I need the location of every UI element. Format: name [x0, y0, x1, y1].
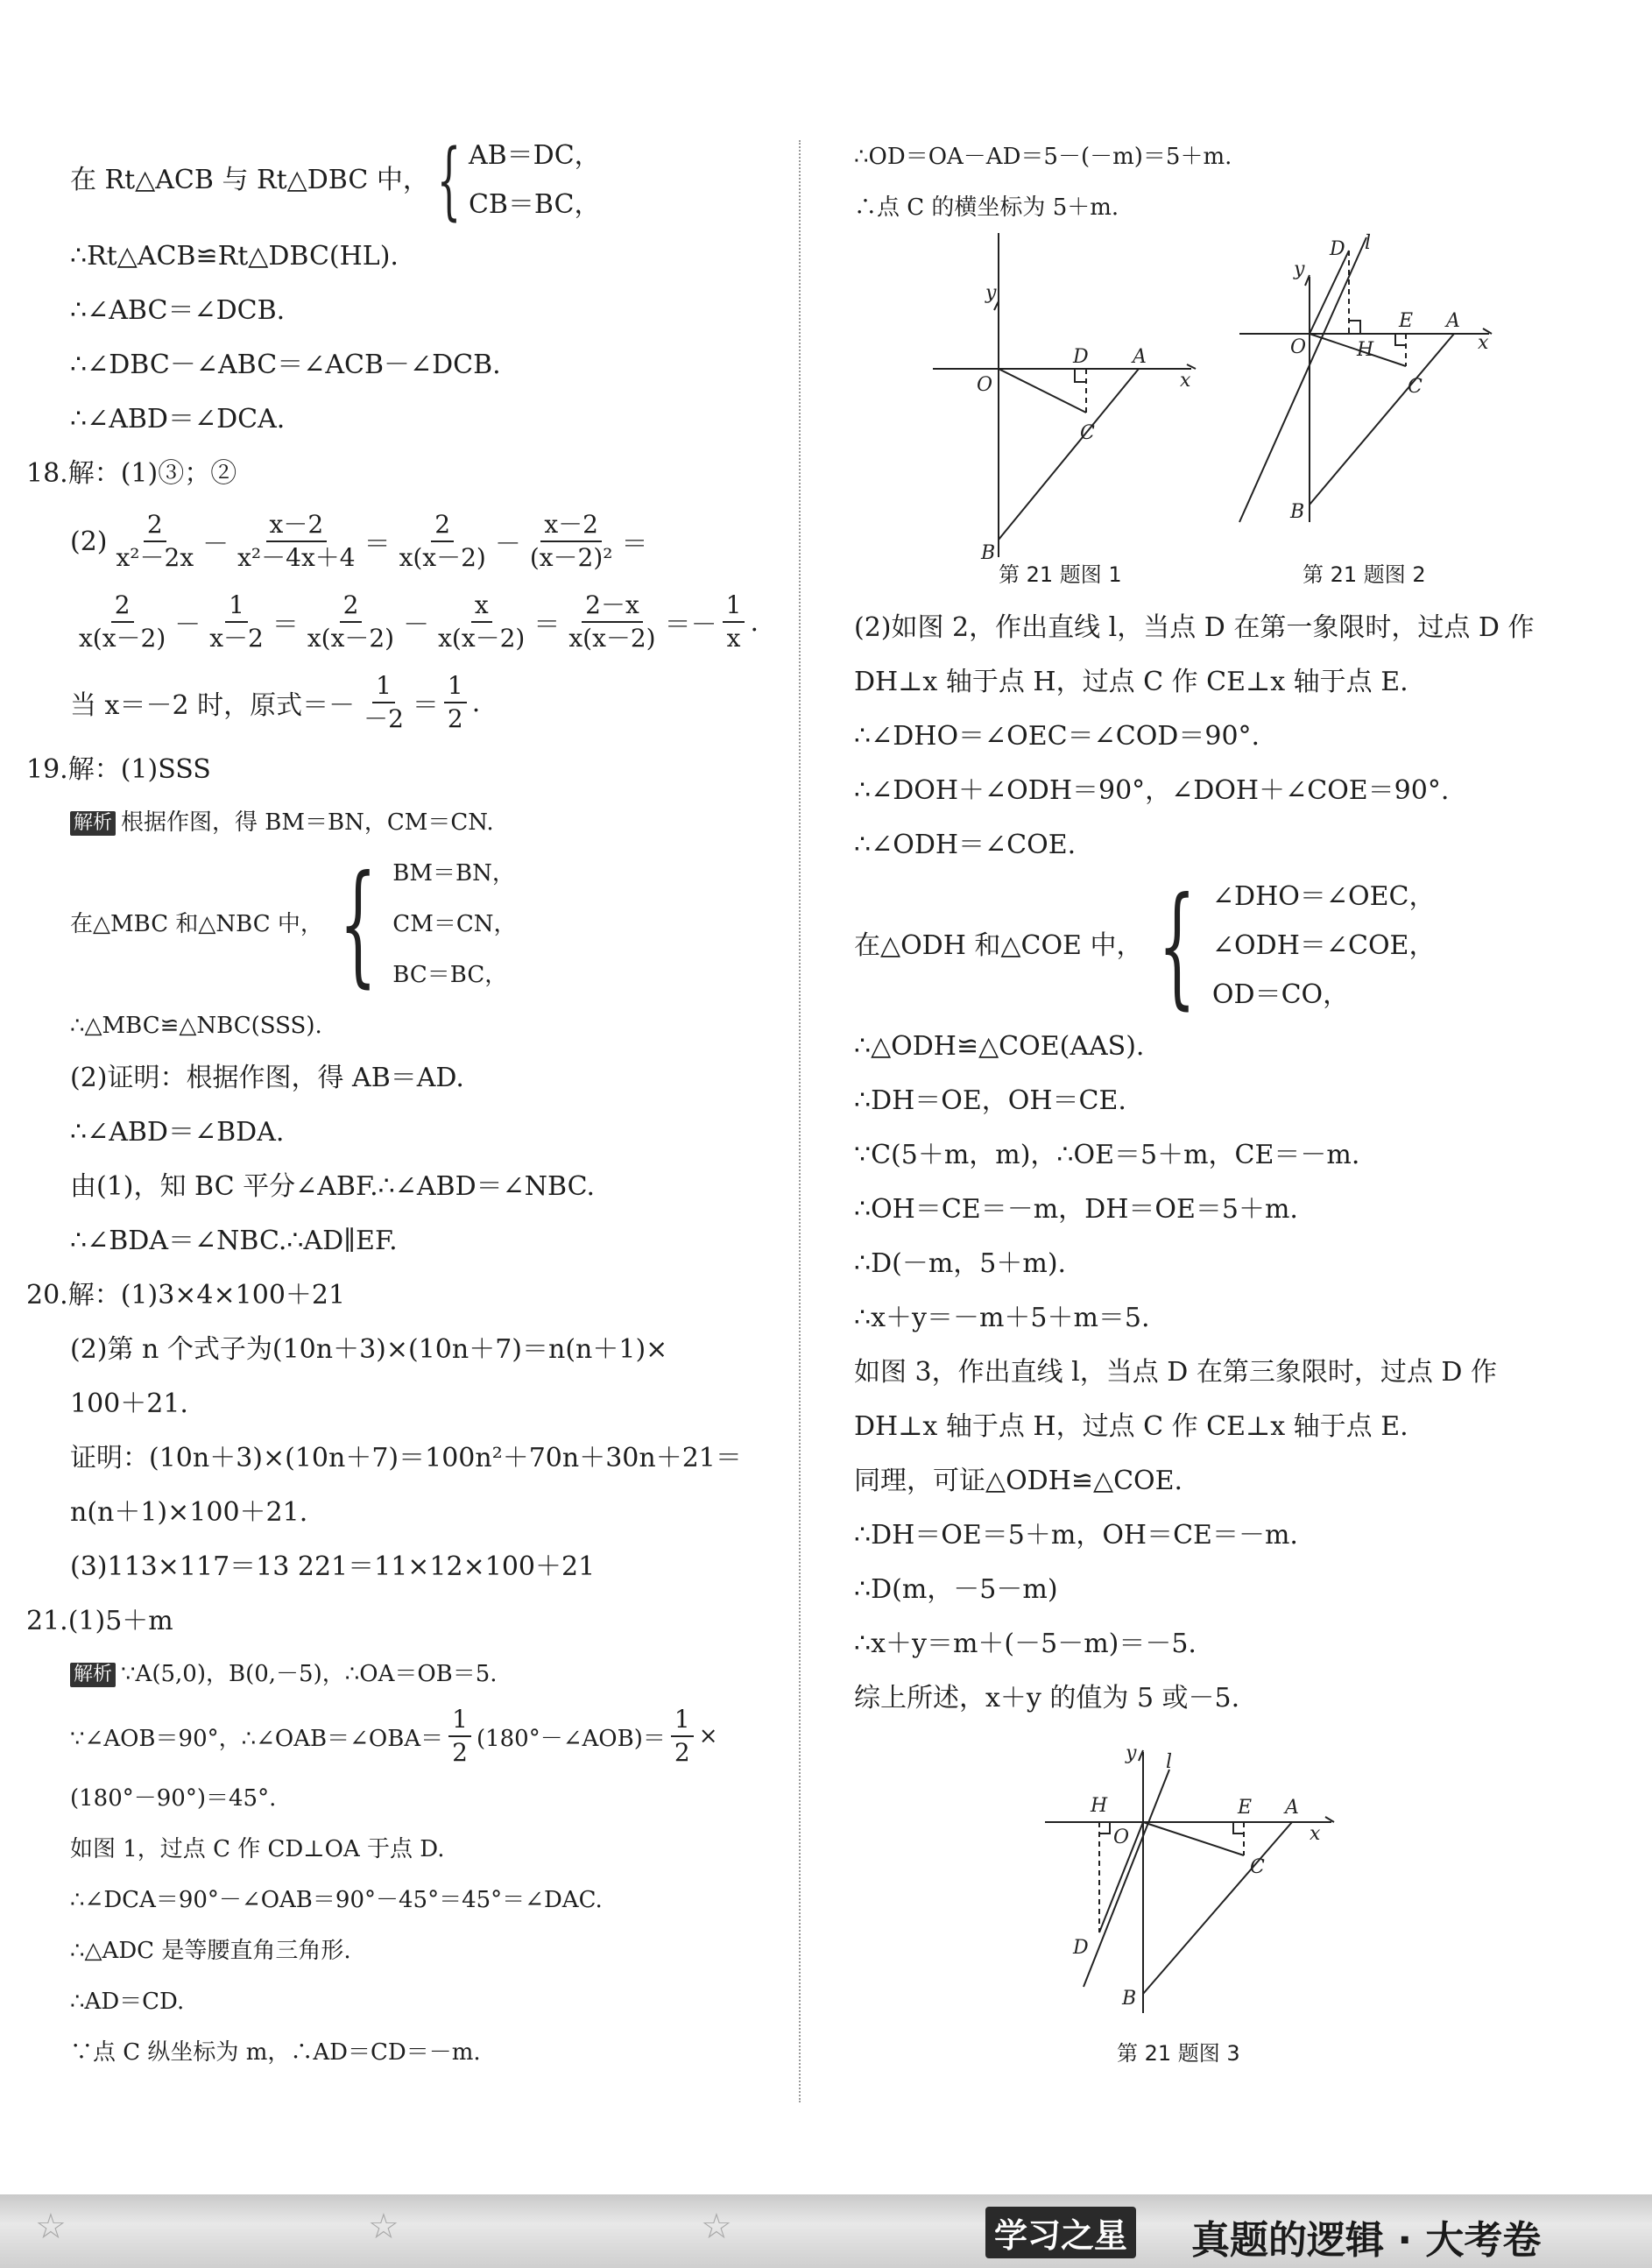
- fraction: [671, 1704, 694, 1769]
- fraction: [434, 590, 528, 654]
- text-line: 100＋21.: [70, 1388, 188, 1419]
- figure-3-labels: [1072, 1742, 1321, 2010]
- figure-1: [933, 233, 1196, 557]
- text-line: ∴△ADC 是等腰直角三角形.: [70, 1938, 351, 1964]
- text-line: ∴∠DBC－∠ABC＝∠ACB－∠DCB.: [70, 350, 501, 380]
- math-text: ×: [698, 1723, 718, 1749]
- left-column: [26, 131, 788, 2078]
- text-line: ∴∠DOH＋∠ODH＝90°，∠DOH＋∠COE＝90°.: [854, 775, 1450, 806]
- numerator: 1: [225, 590, 248, 623]
- equation-row: [26, 501, 788, 582]
- fraction: [396, 509, 490, 574]
- math-text: ＝－: [664, 610, 717, 640]
- analysis-tag: 解析: [70, 1663, 116, 1687]
- text-line: ∴Rt△ACB≌Rt△DBC(HL).: [70, 241, 399, 272]
- equation-row: [26, 582, 788, 662]
- label-A: A: [1446, 310, 1460, 332]
- label-O: O: [1290, 336, 1307, 358]
- denominator: －2: [364, 704, 404, 733]
- figure-3-svg: [854, 1733, 1625, 2031]
- system-equations-21: [854, 870, 1625, 1022]
- numerator: 1: [444, 670, 467, 703]
- denominator: 2: [452, 1738, 468, 1767]
- text-line: ∴点 C 的横坐标为 5＋m.: [854, 194, 1119, 221]
- label-E: E: [1238, 1797, 1253, 1819]
- numerator: 2: [144, 509, 166, 542]
- label-C: C: [1080, 422, 1095, 444]
- math-text: －: [494, 529, 521, 560]
- question-21-heading: 21.(1)5＋m: [26, 1606, 173, 1636]
- text-line: (2)如图 2，作出直线 l，当点 D 在第一象限时，过点 D 作: [854, 612, 1535, 643]
- right-angle-mark: [1075, 369, 1086, 382]
- text-line: ∴D(m，－5－m): [854, 1574, 1058, 1605]
- figure-1-2-svg: [854, 233, 1625, 601]
- label-H: H: [1091, 1795, 1108, 1817]
- segment-AB: [1143, 1822, 1292, 1994]
- brand-logo: 学习之星: [985, 2207, 1136, 2258]
- denominator: x－2: [209, 624, 264, 653]
- brace: {: [436, 131, 462, 230]
- figure-3-caption: 第 21 题图 3: [1117, 2041, 1240, 2066]
- system-row: ∠ODH＝∠COE，: [1211, 930, 1436, 961]
- system-prefix: 在△MBC 和△NBC 中，: [70, 911, 323, 937]
- watermark-logo: ☆: [701, 2207, 734, 2247]
- watermark-logo: ☆: [368, 2207, 401, 2247]
- label-E: E: [1399, 310, 1414, 332]
- label-C: C: [1408, 376, 1423, 398]
- label-O: O: [977, 374, 993, 396]
- system-rows: [1212, 873, 1436, 1020]
- label-D: D: [1073, 346, 1089, 368]
- question-18-heading: 18.解：(1)③；②: [26, 458, 237, 489]
- numerator: x: [471, 590, 492, 623]
- text-line: ∴x＋y＝－m＋5＋m＝5.: [854, 1303, 1150, 1333]
- right-column: [854, 131, 1625, 2066]
- segment-OC: [1143, 1822, 1244, 1855]
- label-y: y: [1294, 258, 1305, 280]
- label-B: B: [1290, 501, 1305, 523]
- text-line: ∴D(－m，5＋m).: [854, 1248, 1067, 1279]
- fraction: [304, 590, 398, 654]
- text-line: ∴OD＝OA－AD＝5－(－m)＝5＋m.: [854, 144, 1232, 170]
- fraction: [234, 509, 358, 574]
- denominator: 2: [674, 1738, 690, 1767]
- fraction: [723, 590, 745, 654]
- numerator: 2: [111, 590, 134, 623]
- text-line: ∴△MBC≌△NBC(SSS).: [70, 1013, 322, 1039]
- right-angle-mark: [1099, 1822, 1110, 1833]
- text-line: 如图 1，过点 C 作 CD⊥OA 于点 D.: [70, 1836, 445, 1862]
- right-angle-mark: [1233, 1822, 1244, 1833]
- label-H: H: [1357, 339, 1374, 361]
- text-line: DH⊥x 轴于点 H，过点 C 作 CE⊥x 轴于点 E.: [854, 667, 1408, 697]
- brace: {: [339, 848, 378, 1000]
- text-line: ∵A(5,0)，B(0,－5)，∴OA＝OB＝5.: [121, 1661, 498, 1687]
- system-prefix: 在△ODH 和△COE 中，: [854, 930, 1143, 961]
- analysis-line: [26, 797, 788, 848]
- text-line: ∴AD＝CD.: [70, 1989, 185, 2015]
- math-text: ∵∠AOB＝90°，∴∠OAB＝∠OBA＝: [70, 1725, 444, 1752]
- system-row: BM＝BN，: [392, 860, 515, 887]
- segment-AB: [1310, 334, 1454, 505]
- analysis-tag: 解析: [70, 811, 116, 836]
- math-text: ＝: [621, 529, 648, 560]
- text-line: ∴∠DHO＝∠OEC＝∠COD＝90°.: [854, 721, 1260, 752]
- text-line: ∵点 C 纵坐标为 m，∴AD＝CD＝－m.: [70, 2039, 481, 2066]
- fraction: [113, 509, 198, 574]
- figure-1-caption: 第 21 题图 1: [999, 562, 1122, 587]
- text-line: ∴OH＝CE＝－m，DH＝OE＝5＋m.: [854, 1194, 1298, 1225]
- denominator: 2: [447, 704, 463, 733]
- system-prefix: 在 Rt△ACB 与 Rt△DBC 中，: [70, 165, 429, 195]
- system-equations-19: [70, 848, 788, 1000]
- fraction: [565, 590, 659, 654]
- figure-2-labels: [1289, 233, 1489, 523]
- question-19-heading: 19.解：(1)SSS: [26, 754, 211, 785]
- math-text: 当 x＝－2 时，原式＝－: [70, 690, 356, 721]
- system-row: CM＝CN，: [392, 911, 517, 937]
- denominator: x: [726, 624, 741, 653]
- system-row: BC＝BC，: [392, 962, 508, 988]
- label-A: A: [1133, 346, 1147, 368]
- numerator: 1: [723, 590, 745, 623]
- watermark-logo: ☆: [35, 2207, 68, 2247]
- denominator: x(x－2): [438, 624, 526, 653]
- text-line: ∴△ODH≌△COE(AAS).: [854, 1031, 1145, 1062]
- fraction: [360, 670, 407, 735]
- column-divider: [799, 140, 801, 2102]
- math-text: －: [174, 610, 201, 640]
- denominator: x(x－2): [79, 624, 166, 653]
- label-l: l: [1166, 1751, 1173, 1773]
- figure-3-lines: [1045, 1750, 1334, 2013]
- label-y: y: [985, 282, 997, 304]
- label-l: l: [1365, 233, 1372, 254]
- numerator: 2: [431, 509, 454, 542]
- math-text: ＝: [364, 529, 391, 560]
- text-line: ∴∠ABC＝∠DCB.: [70, 295, 286, 326]
- label-O: O: [1113, 1826, 1130, 1848]
- brand-title: 真题的逻辑 · 大考卷: [1191, 2218, 1542, 2263]
- numerator: x－2: [266, 509, 328, 542]
- denominator: x(x－2): [568, 624, 656, 653]
- denominator: (x－2)²: [529, 543, 613, 572]
- math-text: －: [202, 529, 229, 560]
- numerator: 1: [671, 1704, 694, 1737]
- fraction: [448, 1704, 471, 1769]
- text-line: n(n＋1)×100＋21.: [70, 1497, 308, 1528]
- text-line: ∴∠DCA＝90°－∠OAB＝90°－45°＝45°＝∠DAC.: [70, 1887, 603, 1913]
- text-line: (3)113×117＝13 221＝11×12×100＋21: [70, 1551, 596, 1582]
- question-20-heading: 20.解：(1)3×4×100＋21: [26, 1280, 346, 1311]
- label-B: B: [1122, 1988, 1137, 2010]
- label-D: D: [1330, 238, 1345, 260]
- label-C: C: [1250, 1856, 1265, 1878]
- text-line: 综上所述，x＋y 的值为 5 或－5.: [854, 1683, 1240, 1713]
- text-line: 根据作图，得 BM＝BN，CM＝CN.: [121, 809, 494, 836]
- math-text: ＝: [412, 690, 439, 721]
- text-line: 由(1)，知 BC 平分∠ABF.∴∠ABD＝∠NBC.: [70, 1171, 596, 1202]
- numerator: 2－x: [582, 590, 643, 623]
- text-line: 如图 3，作出直线 l，当点 D 在第三象限时，过点 D 作: [854, 1357, 1498, 1388]
- figure-2: [1239, 237, 1492, 522]
- text-line: 证明：(10n＋3)×(10n＋7)＝100n²＋70n＋30n＋21＝: [70, 1443, 742, 1473]
- label-y: y: [1126, 1742, 1137, 1764]
- text-line: DH⊥x 轴于点 H，过点 C 作 CE⊥x 轴于点 E.: [854, 1411, 1408, 1442]
- text-line: ∴x＋y＝m＋(－5－m)＝－5.: [854, 1629, 1197, 1659]
- math-text: (180°－∠AOB)＝: [476, 1725, 666, 1752]
- label-x: x: [1310, 1823, 1321, 1845]
- system-row: AB＝DC，: [468, 140, 601, 171]
- equation-row: [26, 1699, 788, 1773]
- math-text: (2): [70, 526, 108, 557]
- footer-banner: [0, 2194, 1652, 2268]
- text-line: ∴∠BDA＝∠NBC.∴AD∥EF.: [70, 1226, 398, 1256]
- fraction: [206, 590, 267, 654]
- analysis-line: [26, 1649, 788, 1699]
- fraction: [444, 670, 467, 735]
- text-line: ∴∠ODH＝∠COE.: [854, 830, 1077, 860]
- label-x: x: [1180, 370, 1191, 392]
- math-text: .: [750, 606, 759, 638]
- system-equations-17: [70, 131, 788, 230]
- label-A: A: [1285, 1797, 1299, 1819]
- text-line: ∴DH＝OE，OH＝CE.: [854, 1085, 1126, 1116]
- numerator: x－2: [540, 509, 602, 542]
- fraction: [526, 509, 617, 574]
- brace: {: [1158, 870, 1197, 1022]
- denominator: x²－2x: [116, 543, 194, 572]
- label-D: D: [1073, 1937, 1089, 1959]
- figure-2-caption: 第 21 题图 2: [1303, 562, 1426, 587]
- denominator: x²－4x＋4: [237, 543, 356, 572]
- text-line: (180°－90°)＝45°.: [70, 1785, 277, 1812]
- text-line: 同理，可证△ODH≌△COE.: [854, 1466, 1183, 1496]
- segment-OC: [999, 369, 1086, 413]
- system-row: CB＝BC，: [468, 189, 601, 220]
- right-angle-mark: [1349, 321, 1360, 334]
- equation-row: [26, 662, 788, 743]
- system-rows: [392, 848, 516, 1000]
- fraction: [75, 590, 169, 654]
- math-text: .: [471, 687, 481, 718]
- segment-AB: [999, 369, 1139, 540]
- denominator: x(x－2): [307, 624, 395, 653]
- figure-1-labels: [977, 282, 1191, 564]
- right-angle-mark: [1395, 334, 1406, 345]
- label-B: B: [981, 542, 996, 564]
- label-x: x: [1478, 332, 1489, 354]
- figures-1-2: [854, 233, 1625, 601]
- system-row: OD＝CO，: [1211, 979, 1350, 1010]
- math-text: ＝: [272, 610, 299, 640]
- system-row: ∠DHO＝∠OEC，: [1211, 881, 1436, 912]
- numerator: 2: [340, 590, 363, 623]
- text-line: (2)证明：根据作图，得 AB＝AD.: [70, 1063, 464, 1093]
- math-text: －: [403, 610, 430, 640]
- denominator: x(x－2): [399, 543, 486, 572]
- math-text: ＝: [533, 610, 561, 640]
- text-line: ∵C(5＋m，m)，∴OE＝5＋m，CE＝－m.: [854, 1140, 1360, 1170]
- numerator: 1: [448, 1704, 471, 1737]
- text-line: ∴∠ABD＝∠DCA.: [70, 404, 286, 435]
- text-line: (2)第 n 个式子为(10n＋3)×(10n＋7)＝n(n＋1)×: [70, 1334, 668, 1365]
- system-rows: [469, 131, 601, 230]
- figure-3: [854, 1733, 1625, 2066]
- text-line: ∴DH＝OE＝5＋m，OH＝CE＝－m.: [854, 1520, 1298, 1551]
- text-line: ∴∠ABD＝∠BDA.: [70, 1117, 285, 1148]
- numerator: 1: [372, 670, 395, 703]
